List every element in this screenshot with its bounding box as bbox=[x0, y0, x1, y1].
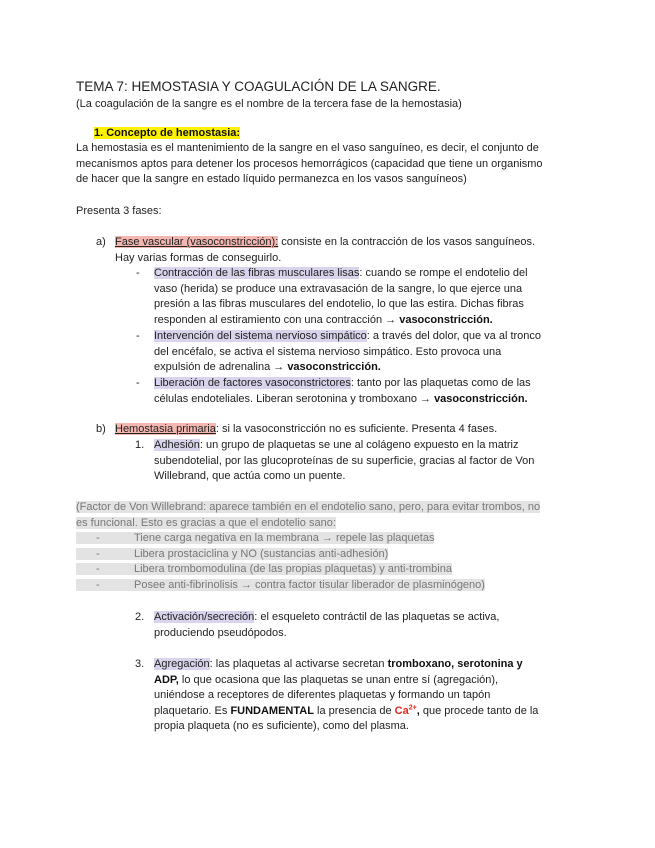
note-item: Libera trombomodulina (de las propias plaquetas) y anti-trombina bbox=[134, 563, 452, 575]
dash-bullet: - bbox=[136, 267, 140, 279]
phase-a-item-3 bbox=[154, 376, 574, 407]
step-bold: ADP, bbox=[154, 673, 179, 686]
step-text: propia plaqueta (no es suficiente), como del plasma. bbox=[154, 720, 409, 732]
phase-a-text: consiste en la contracción de los vasos sanguíneos. bbox=[278, 236, 536, 248]
body-line: La hemostasia es el mantenimiento de la sangre en el vaso sanguíneo, es decir, el conjunto de bbox=[76, 142, 539, 154]
vwf-note-list bbox=[76, 531, 576, 593]
item-label: Liberación de factores vasoconstrictores bbox=[154, 377, 351, 389]
step-number: 3. bbox=[135, 658, 145, 670]
calcium-symbol bbox=[395, 705, 417, 717]
step-text: la presencia de bbox=[313, 704, 395, 717]
note-item: Tiene carga negativa en la membrana → repele las plaquetas bbox=[134, 532, 435, 544]
item-text: : tanto por las plaquetas como de las bbox=[350, 377, 531, 389]
phase-a-marker: a) bbox=[96, 236, 106, 248]
vwf-note bbox=[76, 500, 576, 531]
note-item: Libera prostaciclina y NO (sustancias anti-adhesión) bbox=[134, 547, 389, 560]
dash-bullet: - bbox=[136, 330, 140, 342]
item-bold: vasoconstricción. bbox=[287, 361, 381, 373]
dash-bullet: - bbox=[96, 563, 100, 575]
dash-bullet: - bbox=[96, 547, 100, 560]
step-text: : las plaquetas al activarse secretan bbox=[209, 658, 388, 670]
item-bold: vasoconstricción. bbox=[399, 313, 493, 326]
item-label: Intervención del sistema nervioso simpático bbox=[154, 330, 367, 342]
step-text: : un grupo de plaquetas se une al colágeno expuesto en la matriz bbox=[199, 439, 519, 451]
phase-a-item-1 bbox=[154, 266, 574, 328]
item-label: Contracción de las fibras musculares lisas bbox=[154, 267, 360, 279]
calcium-text: Ca bbox=[394, 704, 409, 717]
section-heading bbox=[94, 126, 240, 142]
dash-bullet: - bbox=[136, 377, 140, 389]
step-text: plaquetario. Es bbox=[154, 704, 231, 717]
step-1 bbox=[154, 438, 574, 485]
calcium-comma: , bbox=[416, 704, 420, 717]
calcium-charge: 2+ bbox=[408, 703, 417, 711]
item-text: responden al estiramiento con una contracción → bbox=[154, 313, 400, 326]
note-line: es funcional. Esto es gracias a que el endotelio sano: bbox=[76, 516, 336, 529]
note-item: Posee anti-fibrinolisis → contra factor tisular liberador de plasminógeno) bbox=[134, 578, 485, 591]
step-label: Adhesión bbox=[154, 439, 200, 451]
step-text: que procede tanto de la bbox=[419, 704, 539, 717]
step-text: produciendo pseudópodos. bbox=[154, 626, 287, 639]
page-subtitle: (La coagulación de la sangre es el nombre de la tercera fase de la hemostasia) bbox=[76, 98, 462, 110]
body-line: mecanismos aptos para detener los procesos hemorrágicos (capacidad que tiene un organismo bbox=[76, 157, 543, 170]
step-text: subendotelial, por las glucoproteínas de su superficie, gracias al factor de Von bbox=[154, 454, 535, 467]
step-text: Willebrand, que actúa como un puente. bbox=[154, 470, 346, 482]
step-label: Agregación bbox=[154, 658, 210, 670]
item-text: presión a las fibras musculares del endotelio, lo que las estira. Dichas fibras bbox=[154, 298, 524, 310]
phase-b bbox=[115, 422, 555, 438]
phases-intro: Presenta 3 fases: bbox=[76, 205, 162, 217]
step-bold: tromboxano, serotonina y bbox=[387, 658, 523, 670]
step-text: : el esqueleto contráctil de las plaquetas se activa, bbox=[254, 611, 500, 623]
step-text: lo que ocasiona que las plaquetas se unan entre sí (agregación), bbox=[178, 673, 499, 686]
phase-b-text: : si la vasoconstricción no es suficiente. Presenta 4 fases. bbox=[215, 423, 498, 435]
phase-b-label: Hemostasia primaria bbox=[115, 423, 216, 435]
item-text: del encéfalo, se activa el sistema nervioso simpático. Esto provoca una bbox=[154, 345, 502, 358]
phase-a-label: Fase vascular (vasoconstricción): bbox=[115, 236, 279, 248]
item-text: expulsión de adrenalina → bbox=[154, 361, 288, 373]
step-label: Activación/secreción bbox=[154, 611, 255, 623]
step-number: 1. bbox=[135, 439, 145, 451]
item-text: : cuando se rompe el endotelio del bbox=[359, 267, 528, 279]
phase-b-marker: b) bbox=[96, 423, 106, 435]
page-title: TEMA 7: HEMOSTASIA Y COAGULACIÓN DE LA SANGRE. bbox=[76, 79, 441, 94]
dash-bullet: - bbox=[96, 578, 100, 591]
step-bold: FUNDAMENTAL bbox=[230, 704, 314, 717]
note-line: (Factor de Von Willebrand: aparece también en el endotelio sano, pero, para evitar trombos, no bbox=[76, 501, 541, 513]
item-bold: vasoconstricción. bbox=[434, 392, 528, 405]
section-heading-text: 1. Concepto de hemostasia: bbox=[94, 127, 241, 139]
phase-a-item-2 bbox=[154, 329, 574, 376]
step-number: 2. bbox=[135, 611, 145, 623]
step-3 bbox=[154, 657, 584, 735]
item-text: vaso (herida) se produce una extravasación de la sangre, lo que ejerce una bbox=[154, 282, 523, 295]
step-2 bbox=[154, 610, 574, 641]
body-line: de hacer que la sangre en estado líquido permanezca en los vasos sanguíneos) bbox=[76, 173, 467, 185]
step-text: uniéndose a receptores de diferentes plaquetas y formando un tapón bbox=[154, 689, 491, 701]
dash-bullet: - bbox=[96, 532, 100, 544]
item-text: : a través del dolor, que va al tronco bbox=[366, 330, 542, 342]
phase-a bbox=[115, 235, 555, 266]
phase-a-text2: Hay varias formas de conseguirlo. bbox=[115, 251, 282, 264]
item-text: células endoteliales. Liberan serotonina y tromboxano → bbox=[154, 392, 435, 405]
section-body bbox=[76, 141, 576, 188]
